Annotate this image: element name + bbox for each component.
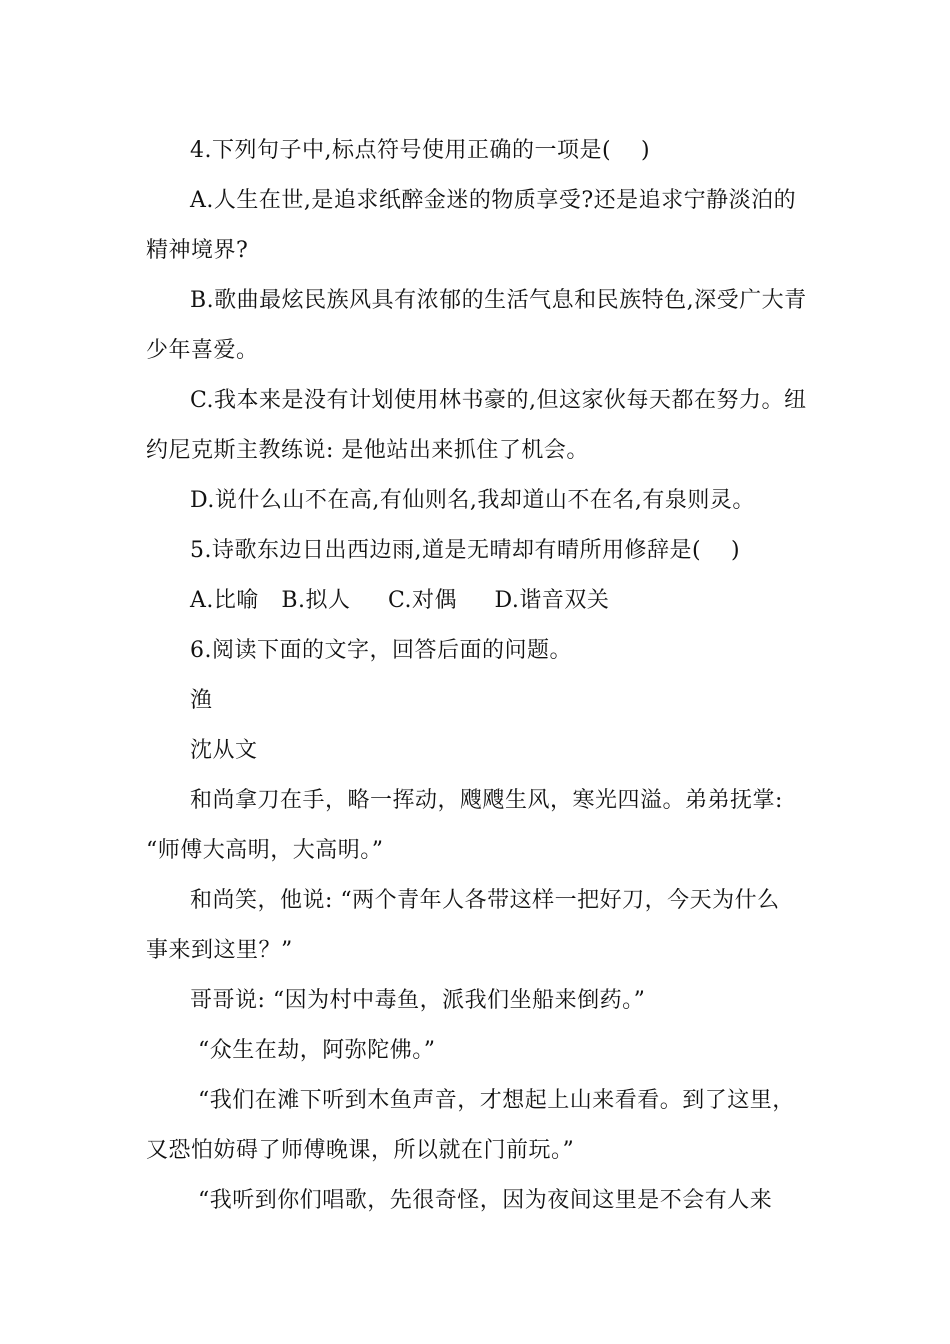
passage-title: 渔 [190,688,213,713]
question-5-options: A.比喻 B.拟人 C.对偶 D.谐音双关 [190,588,610,613]
passage-paragraph: 哥哥说: “因为村中毒鱼，派我们坐船来倒药。” [190,988,646,1013]
passage-dialogue-cont: 又恐怕妨碍了师傅晚课，所以就在门前玩。” [146,1138,575,1163]
question-4-option-c: C.我本来是没有计划使用林书豪的,但这家伙每天都在努力。纽 [190,388,807,413]
question-4-option-b: B.歌曲最炫民族风具有浓郁的生活气息和民族特色,深受广大青 [190,288,807,313]
question-4-option-a-cont: 精神境界? [146,238,249,263]
question-4-option-c-cont: 约尼克斯主教练说: 是他站出来抓住了机会。 [146,438,589,463]
question-4-option-b-cont: 少年喜爱。 [146,338,259,363]
passage-paragraph: 和尚笑，他说: “两个青年人各带这样一把好刀，今天为什么 [190,888,780,913]
passage-dialogue: “我听到你们唱歌，先很奇怪，因为夜间这里是不会有人来 [198,1188,773,1213]
passage-paragraph: 和尚拿刀在手，略一挥动，飕飕生风，寒光四溢。弟弟抚掌: [190,788,783,813]
passage-paragraph-cont: “师傅大高明，大高明。” [146,838,384,863]
passage-author: 沈从文 [190,738,258,763]
question-6-stem: 6.阅读下面的文字，回答后面的问题。 [190,638,572,663]
question-4-option-d: D.说什么山不在高,有仙则名,我却道山不在名,有泉则灵。 [190,488,755,513]
passage-dialogue: “众生在劫，阿弥陀佛。” [198,1038,436,1063]
question-4-option-a: A.人生在世,是追求纸醉金迷的物质享受?还是追求宁静淡泊的 [190,188,797,213]
passage-dialogue: “我们在滩下听到木鱼声音，才想起上山来看看。到了这里， [198,1088,795,1113]
question-4-stem: 4.下列句子中,标点符号使用正确的一项是( ) [190,138,651,163]
question-5-stem: 5.诗歌东边日出西边雨,道是无晴却有晴所用修辞是( ) [190,538,741,563]
passage-paragraph-cont: 事来到这里？” [146,938,293,963]
